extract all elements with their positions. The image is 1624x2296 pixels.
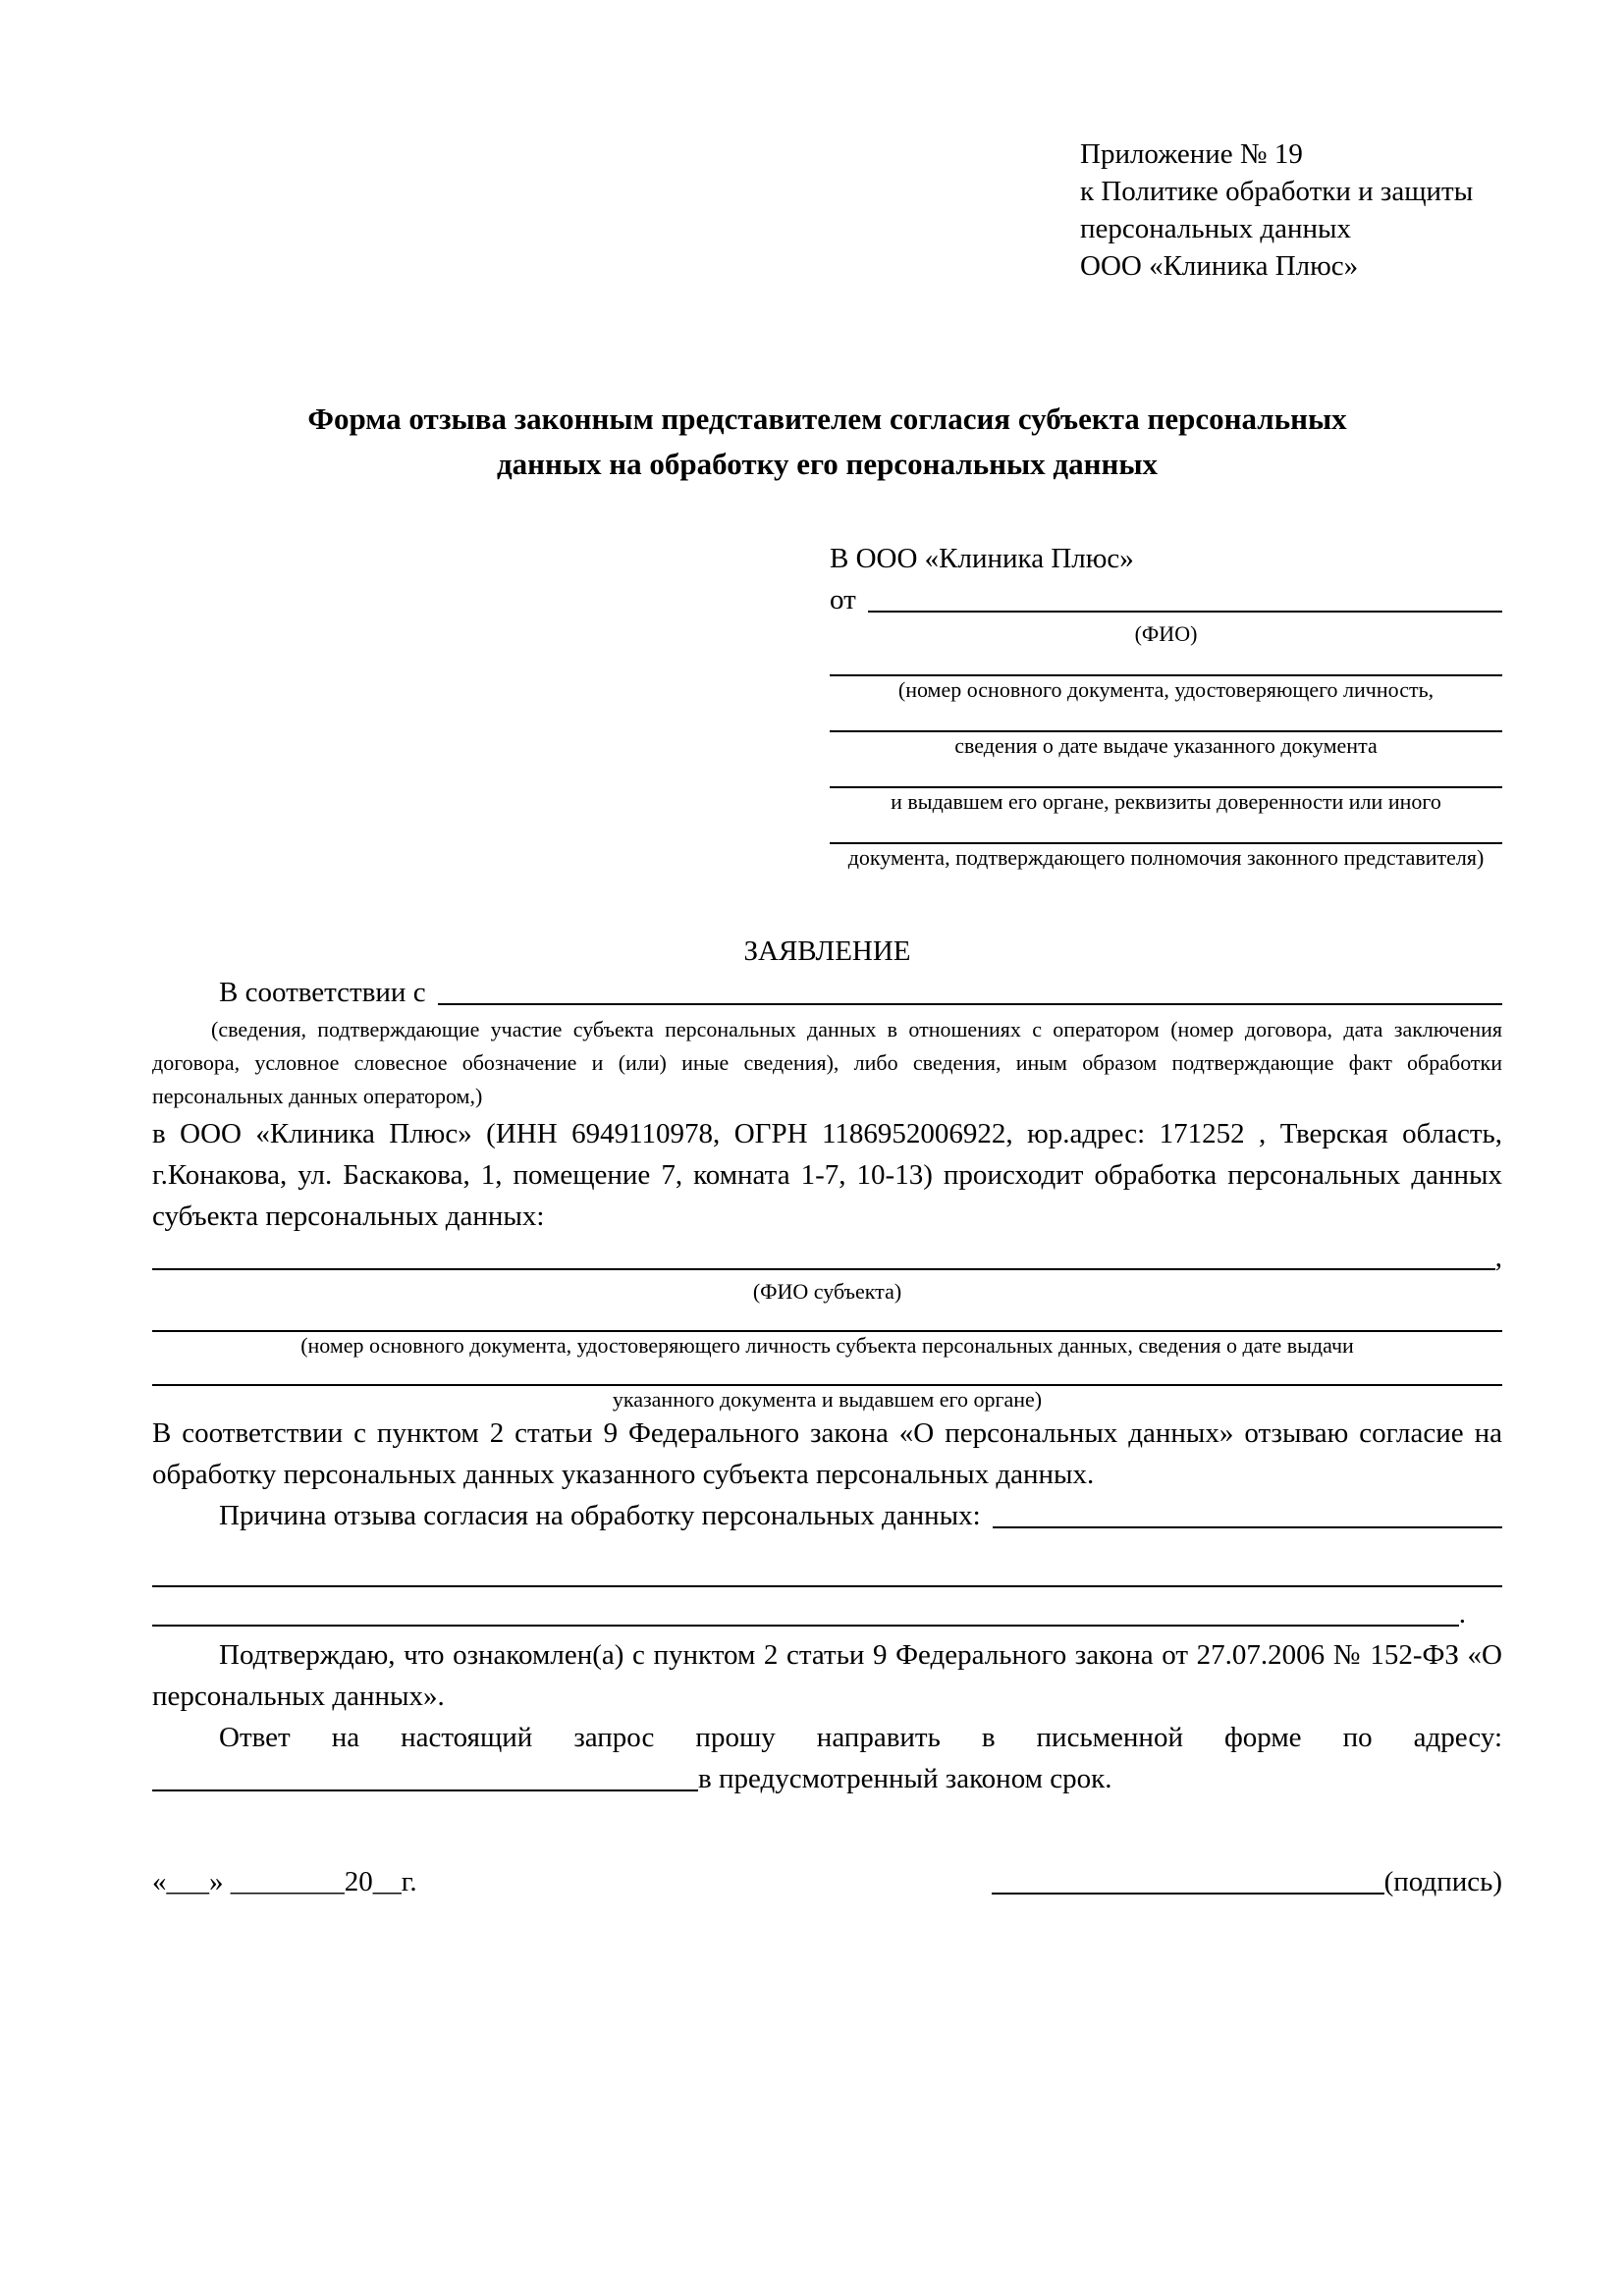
subject-fio-row [152, 1237, 1502, 1278]
reason-blank-line-3 [152, 1625, 1459, 1627]
authority-blank-line [830, 815, 1502, 844]
reason-end-row [152, 1593, 1466, 1634]
reason-row [152, 1495, 1502, 1536]
date-line: «___» ________20__г. [152, 1866, 417, 1897]
subject-fio-caption: (ФИО субъекта) [752, 1279, 902, 1304]
authority-caption: документа, подтверждающего полномочия законного представителя) [847, 845, 1485, 870]
statement-heading: ЗАЯВЛЕНИЕ [743, 935, 911, 967]
from-label: от [830, 584, 856, 615]
footer-row [152, 1861, 1502, 1902]
subject-doc-blank-line [152, 1305, 1502, 1332]
issue-date-blank-line [830, 703, 1502, 732]
appendix-line: персональных данных [1080, 213, 1352, 244]
reply-paragraph: Ответ на настоящий запрос прошу направить в письменной форме по адресу: [219, 1722, 1502, 1753]
in-accordance-label: В соответствии с [219, 977, 426, 1008]
statement-body [152, 931, 1502, 1799]
fine-print: (сведения, подтверждающие участие субъекта персональных данных в отношениях с оператором (номер договора, дата заключения договора, условное словесное обозначение и (или) иные сведения), либо сведения, иным образом подтверждающие факт обработки персональных данных оператором,) [152, 1017, 1502, 1108]
reply-address-row [152, 1758, 1502, 1799]
addressee-from-row [830, 579, 1502, 620]
reason-blank-line [993, 1526, 1502, 1528]
withdraw-paragraph: В соответствии с пунктом 2 статьи 9 Федерального закона «О персональных данных» отзываю согласие на обработку персональных данных указанного субъекта персональных данных. [152, 1417, 1502, 1490]
reason-label: Причина отзыва согласия на обработку персональных данных: [219, 1500, 981, 1531]
signature-caption: (подпись) [1383, 1866, 1502, 1897]
fio-caption: (ФИО) [1134, 621, 1198, 646]
operator-paragraph: в ООО «Клиника Плюс» (ИНН 6949110978, ОГРН 1186952006922, юр.адрес: 171252 , Тверская область, г.Конакова, ул. Баскакова, 1, помещение 7, комната 1-7, 10-13) происходит обработка персональных данных субъекта персональных данных: [152, 1118, 1502, 1232]
appendix-line: ООО «Клиника Плюс» [1080, 250, 1359, 282]
doc-number-caption: (номер основного документа, удостоверяющего личность, [897, 677, 1435, 702]
subject-doc-blank-line-2 [152, 1359, 1502, 1386]
appendix-header [1080, 135, 1542, 285]
subject-doc-caption-1: (номер основного документа, удостоверяющего личность субъекта персональных данных, сведения о дате выдачи [300, 1333, 1354, 1358]
reason-blank-line-2 [152, 1536, 1502, 1587]
in-accordance-row [152, 972, 1502, 1013]
reply-address-blank-line [152, 1789, 698, 1791]
issue-date-caption: сведения о дате выдаче указанного документа [954, 733, 1378, 758]
confirm-paragraph: Подтверждаю, что ознакомлен(а) с пунктом 2 статьи 9 Федерального закона от 27.07.2006 № 152-ФЗ «О персональных данных». [152, 1639, 1502, 1712]
signature-blank-line [992, 1893, 1384, 1895]
addressee-block [830, 538, 1502, 871]
document-title-wrap [152, 397, 1502, 487]
subject-fio-comma: , [1494, 1242, 1502, 1273]
addressee-to: В ООО «Клиника Плюс» [830, 543, 1134, 574]
issuer-caption: и выдавшем его органе, реквизиты доверенности или иного [891, 789, 1441, 814]
subject-fio-blank-line [152, 1268, 1495, 1270]
in-accordance-blank-line [438, 1003, 1502, 1005]
fio-blank-line [868, 611, 1502, 613]
appendix-line: к Политике обработки и защиты [1080, 176, 1474, 207]
issuer-blank-line [830, 759, 1502, 788]
reason-period: . [1458, 1598, 1466, 1629]
document-title: Форма отзыва законным представителем согласия субъекта персональных данных на обработку его персональных данных [307, 401, 1347, 481]
signature-group [992, 1861, 1502, 1902]
appendix-line: Приложение № 19 [1080, 138, 1303, 170]
doc-number-blank-line [830, 647, 1502, 676]
reply-tail: в предусмотренный законом срок. [698, 1763, 1112, 1794]
subject-doc-caption-2: указанного документа и выдавшем его органе) [612, 1387, 1043, 1412]
